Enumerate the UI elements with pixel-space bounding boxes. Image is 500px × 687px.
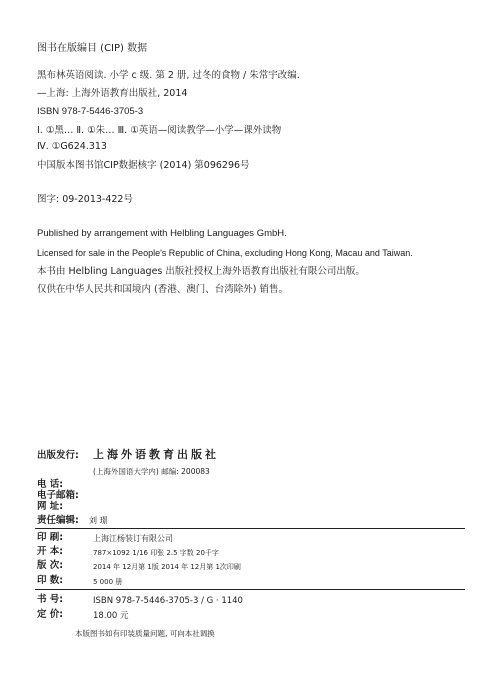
quality-notice: 本版图书如有印装质量问题, 可向本社调换 — [75, 629, 215, 638]
publisher-address: (上海外国语大学内) 邮编: 200083 — [93, 467, 210, 476]
cip-heading: 图书在版编目 (CIP) 数据 — [37, 43, 148, 54]
printer-label: 印 刷: — [37, 532, 64, 543]
cip-classification-1: Ⅰ. ①黑… Ⅱ. ①朱… Ⅲ. ①英语—阅读教学—小学—课外读物 — [37, 125, 282, 136]
cip-publisher-line: —上海: 上海外语教育出版社, 2014 — [37, 88, 188, 99]
price-label: 定 价: — [37, 609, 64, 620]
copies-value: 5 000 册 — [93, 578, 123, 586]
format-label: 开 本: — [37, 546, 64, 557]
license-line-2: Licensed for sale in the People's Republic of China, excluding Hong Kong, Macau and Taiwan. — [37, 248, 413, 258]
contract-number: 图字: 09-2013-422号 — [37, 194, 133, 205]
book-number-label: 书 号: — [37, 594, 64, 605]
cip-classification-2: Ⅳ. ①G624.313 — [37, 141, 107, 152]
license-line-1: Published by arrangement with Helbling Languages GmbH. — [37, 228, 287, 239]
divider-2 — [35, 589, 465, 590]
cip-record-number: 中国版本图书馆CIP数据核字 (2014) 第096296号 — [37, 160, 250, 171]
publisher-label: 出版发行: — [37, 450, 79, 461]
book-number-value: ISBN 978-7-5446-3705-3 / G · 1140 — [93, 596, 243, 606]
edition-label: 版 次: — [37, 560, 64, 571]
cip-isbn: ISBN 978-7-5446-3705-3 — [37, 106, 144, 117]
editor-label: 责任编辑: — [37, 515, 79, 526]
copies-label: 印 数: — [37, 575, 64, 586]
publisher-name: 上海外语教育出版社 — [93, 448, 219, 461]
website-label: 网 址: — [37, 501, 64, 512]
format-value: 787×1092 1/16 印张 2.5 字数 20千字 — [93, 549, 219, 557]
edition-value: 2014 年 12月第 1版 2014 年 12月第 1次印刷 — [93, 563, 241, 571]
phone-label: 电 话: — [37, 479, 64, 490]
divider-1 — [35, 528, 465, 529]
cip-title-line: 黑布林英语阅读. 小学 c 级. 第 2 册, 过冬的食物 / 朱常宇改编. — [37, 70, 300, 81]
email-label: 电子邮箱: — [37, 490, 79, 501]
printer-value: 上海江杨装订有限公司 — [93, 534, 173, 543]
license-line-3: 本书由 Helbling Languages 出版社授权上海外语教育出版社有限公司出版。 — [37, 266, 365, 277]
license-line-4: 仅供在中华人民共和国境内 (香港、澳门、台湾除外) 销售。 — [37, 284, 288, 295]
price-value: 18.00 元 — [93, 611, 129, 621]
editor-value: 刘 璟 — [89, 516, 108, 525]
